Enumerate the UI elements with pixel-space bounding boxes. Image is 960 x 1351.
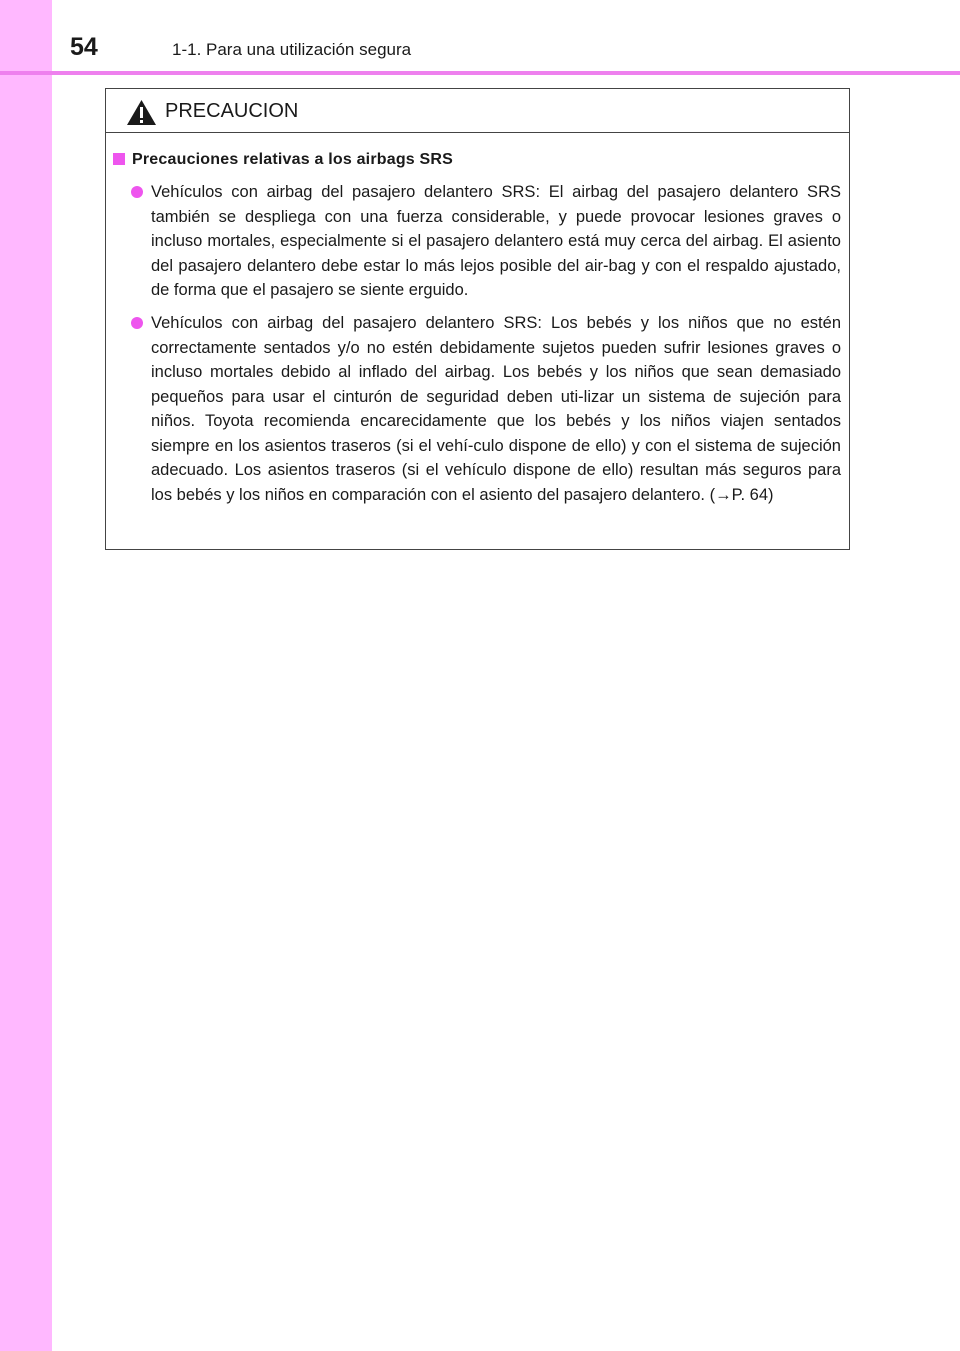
caution-header <box>106 89 849 133</box>
caution-box <box>105 88 850 550</box>
dot-bullet-icon <box>131 317 143 329</box>
caution-item-text: Vehículos con airbag del pasajero delantero SRS: Los bebés y los niños que no estén correctamente sentados y/o no estén debidamente sujetos pueden sufrir lesiones graves o incluso mortales debido al inflado del airbag. Los bebés y los niños que sean demasiado pequeños para usar el cinturón de seguridad deben uti-lizar un sistema de sujeción para niños. Toyota recomienda encarecidamente que los bebés y los niños viajen sentados siempre en los asientos traseros (si el vehí-culo dispone de ello) y con el sistema de sujeción adecuado. Los asientos traseros (si el vehículo dispone de ello) resultan más seguros para los bebés y los niños en comparación con el asiento del pasajero delantero. (→P. 64) <box>151 314 841 504</box>
caution-item <box>151 180 841 303</box>
header-divider <box>0 71 960 75</box>
side-color-strip <box>0 0 52 1351</box>
square-bullet-icon <box>113 153 125 165</box>
dot-bullet-icon <box>131 186 143 198</box>
caution-subheading <box>113 150 453 170</box>
caution-item-text: Vehículos con airbag del pasajero delantero SRS: El airbag del pasajero delantero SRS también se despliega con una fuerza considerable, y puede provocar lesiones graves o incluso mortales, especialmente si el pasajero delantero está muy cerca del airbag. El asiento del pasajero delantero debe estar lo más lejos posible del air-bag y con el respaldo ajustado, de forma que el pasajero se siente erguido. <box>151 183 841 299</box>
caution-item <box>151 311 841 507</box>
page-number: 54 <box>70 33 98 61</box>
section-title: 1-1. Para una utilización segura <box>172 40 412 59</box>
caution-subheading-text: Precauciones relativas a los airbags SRS <box>132 151 454 168</box>
warning-triangle-icon <box>126 99 157 126</box>
caution-title: PRECAUCION <box>165 100 299 122</box>
page-header <box>0 0 960 76</box>
